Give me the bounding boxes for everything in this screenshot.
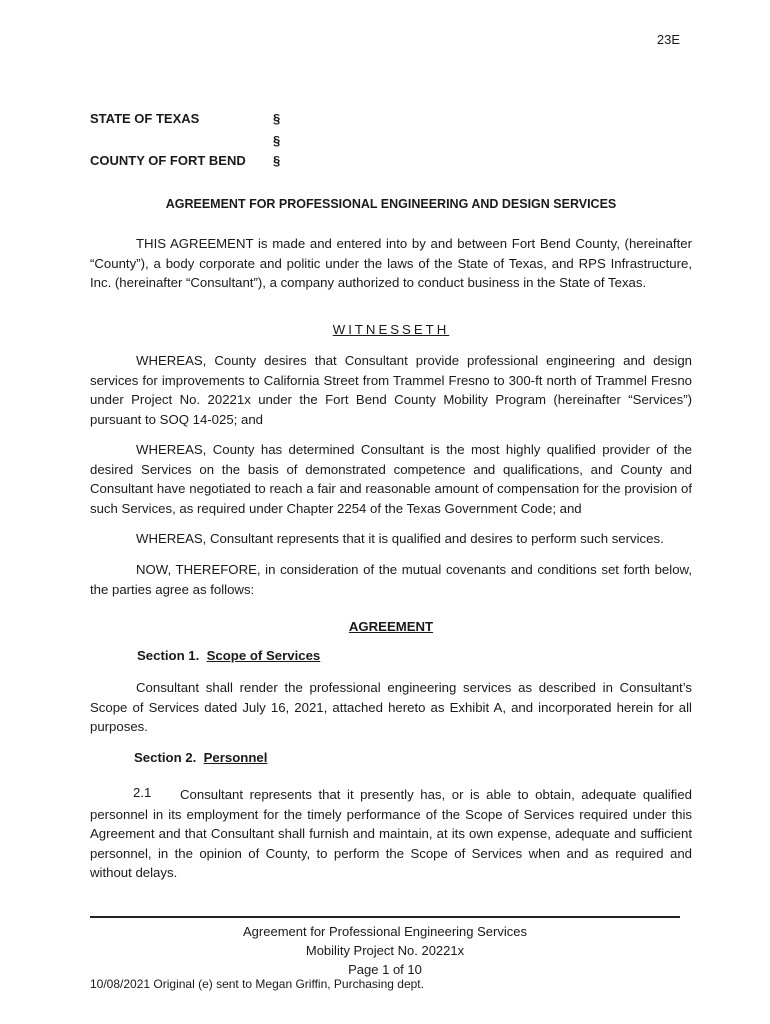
section-1-title: Scope of Services (206, 648, 321, 663)
whereas-paragraph-1: WHEREAS, County desires that Consultant provide professional engineering and design services for improvements to California Street from Trammel Fresno to 300-ft north of Trammel Fresno under Project No. 20221x under the Fort Bend County Mobility Program (hereinafter “Services”) pursuant to SOQ 14-025; and (90, 353, 692, 427)
footer-page-number: Page 1 of 10 (348, 962, 422, 977)
section-2-body: Consultant represents that it presently has, or is able to obtain, adequate qualified personnel in its employment for the timely performance of the Scope of Services required under this Agreement and that Consultant shall furnish and maintain, at its own expense, adequate and sufficient personnel, in the opinion of County, to perform the Scope of Services when and as required and without delays. (90, 787, 692, 880)
handwritten-note: 10/08/2021 Original (e) sent to Megan Griffin, Purchasing dept. (90, 977, 424, 991)
section-1-number: Section 1. (137, 648, 200, 663)
agreement-heading: AGREEMENT (348, 619, 434, 634)
section-1-body: Consultant shall render the professional engineering services as described in Consultant’s Scope of Services dated July 16, 2021, attached hereto as Exhibit A, and incorporated herein for all purposes. (90, 680, 692, 734)
section-2-heading (134, 750, 267, 765)
document-title: AGREEMENT FOR PROFESSIONAL ENGINEERING AND DESIGN SERVICES (165, 197, 617, 211)
whereas-paragraph-2: WHEREAS, County has determined Consultant is the most highly qualified provider of the desired Services on the basis of demonstrated competence and qualifications, and County and Consultant have negotiated to reach a fair and reasonable amount of compensation for the provision of such Services, as required under Chapter 2254 of the Texas Government Code; and (90, 442, 692, 516)
whereas-paragraph-3: WHEREAS, Consultant represents that it is qualified and desires to perform such services. (136, 531, 664, 546)
section-symbol: § (273, 133, 281, 148)
footer-divider (90, 916, 680, 918)
section-symbol: § (273, 153, 281, 168)
intro-paragraph: THIS AGREEMENT is made and entered into by and between Fort Bend County, (hereinafter “County”), a body corporate and politic under the laws of the State of Texas, and RPS Infrastructure, Inc. (hereinafter “Consultant”), a company authorized to conduct business in the State of Texas. (90, 236, 692, 290)
clause-number: 2.1 (133, 785, 152, 800)
page-code: 23E (656, 32, 680, 47)
witnesseth-heading (90, 322, 692, 337)
section-2-title: Personnel (203, 750, 268, 765)
state-label: STATE OF TEXAS (90, 111, 200, 126)
footer-project: Mobility Project No. 20221x (305, 943, 465, 958)
witnesseth-text: WITNESSETH (332, 322, 450, 337)
now-therefore-paragraph: NOW, THEREFORE, in consideration of the mutual covenants and conditions set forth below, the parties agree as follows: (90, 562, 692, 597)
county-label: COUNTY OF FORT BEND (90, 153, 246, 168)
agreement-heading-wrap (90, 619, 692, 634)
section-1-heading (137, 648, 320, 663)
section-2-number: Section 2. (134, 750, 197, 765)
footer-title: Agreement for Professional Engineering Services (243, 924, 527, 939)
section-symbol: § (273, 111, 281, 126)
